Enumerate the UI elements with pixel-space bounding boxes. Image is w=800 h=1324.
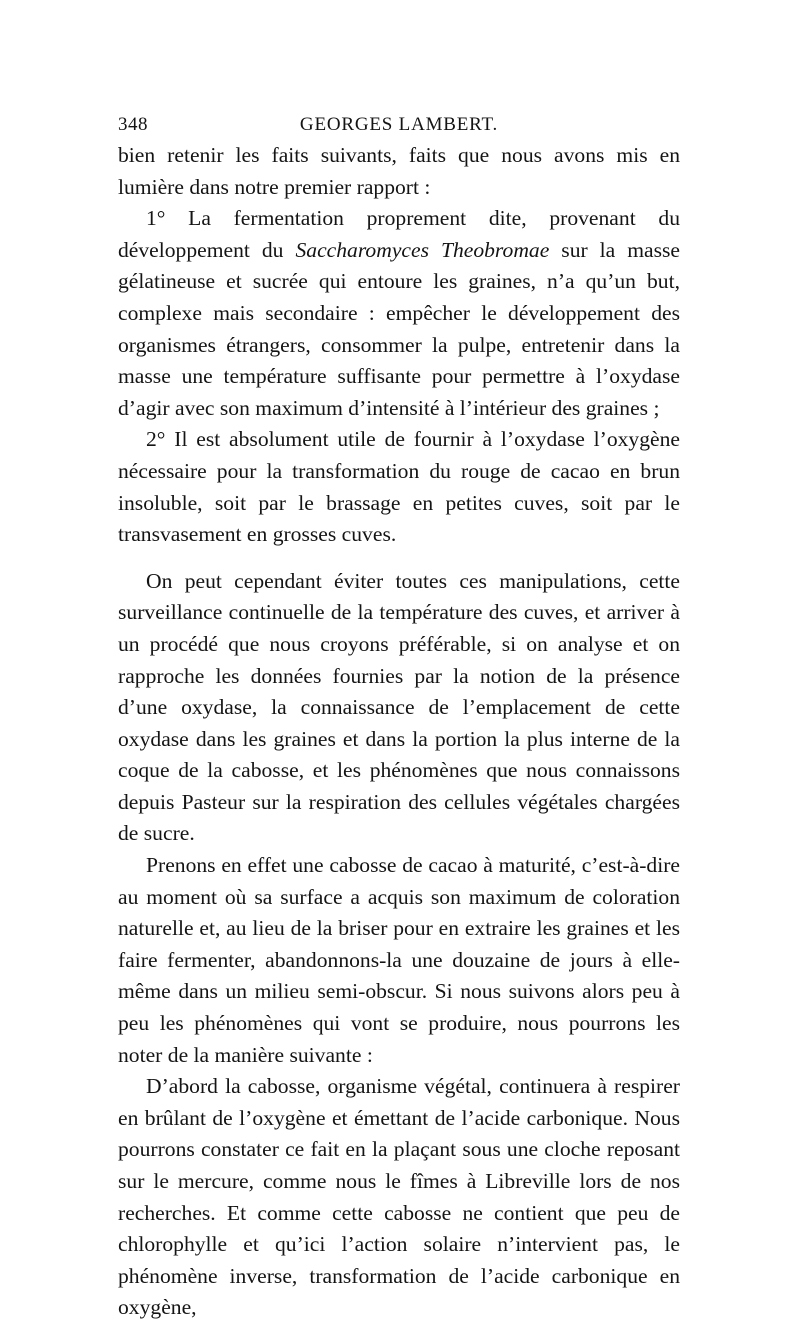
point-1-text-after: sur la masse gélatineuse et sucrée qui entoure les graines, n’a qu’un but, complexe mais secondaire : empêcher le développement des organismes étrangers, consommer la pulpe, entretenir dans la masse une température suffisante pour permettre à l’oxydase d’agir avec son maximum d’intensité à l’intérieur des graines ; bbox=[118, 237, 680, 420]
point-1-marker: 1° bbox=[146, 206, 166, 231]
point-2-text: Il est absolument utile de fournir à l’oxydase l’oxygène nécessaire pour la transformation du rouge de cacao en brun insoluble, soit par le brassage en petites cuves, soit par le transvasement en grosses cuves. bbox=[118, 427, 680, 547]
point-2-marker: 2° bbox=[146, 427, 166, 452]
running-head bbox=[118, 108, 680, 140]
intro-paragraph: bien retenir les faits suivants, faits que nous avons mis en lumière dans notre premier rapport : bbox=[118, 143, 680, 199]
body-text bbox=[118, 140, 680, 1324]
point-2-paragraph bbox=[118, 424, 680, 550]
paragraph-manipulations: On peut cependant éviter toutes ces manipulations, cette surveillance continuelle de la température des cuves, et arriver à un procédé que nous croyons préférable, si on analyse et on rapproche les données fournies par la notion de la présence d’une oxydase, la connaissance de l’emplacement de cette oxydase dans les graines et dans la portion la plus interne de la coque de la cabosse, et les phénomènes que nous connaissons depuis Pasteur sur la respiration des cellules végétales chargées de sucre. bbox=[118, 568, 680, 846]
book-page bbox=[118, 108, 680, 1320]
paragraph-cabosse-maturity: Prenons en effet une cabosse de cacao à maturité, c’est-à-dire au moment où sa surface a acquis son maximum de coloration naturelle et, au lieu de la briser pour en extraire les graines et les faire fermenter, abandonnons-la une douzaine de jours à elle-même dans un milieu semi-obscur. Si nous suivons alors peu à peu les phénomènes qui vont se produire, nous pourrons les noter de la manière suivante : bbox=[118, 853, 680, 1067]
point-1-text-before: La fermentation proprement dite, provenant du développement du bbox=[118, 206, 680, 262]
paragraph-cabosse-respiration: D’abord la cabosse, organisme végétal, continuera à respirer en brûlant de l’oxygène et émettant de l’acide carbonique. Nous pourrons constater ce fait en la plaçant sous une cloche reposant sur le mercure, comme nous le fîmes à Libreville lors de nos recherches. Et comme cette cabosse ne contient que peu de chlorophylle et qu’ici l’action solaire n’intervient pas, le phénomène inverse, transformation de l’acide carbonique en oxygène, bbox=[118, 1074, 680, 1320]
running-title: GEORGES LAMBERT. bbox=[299, 114, 499, 135]
page-number: 348 bbox=[118, 114, 148, 135]
point-1-paragraph bbox=[118, 203, 680, 424]
species-name: Saccharomyces Theobromae bbox=[295, 237, 550, 262]
